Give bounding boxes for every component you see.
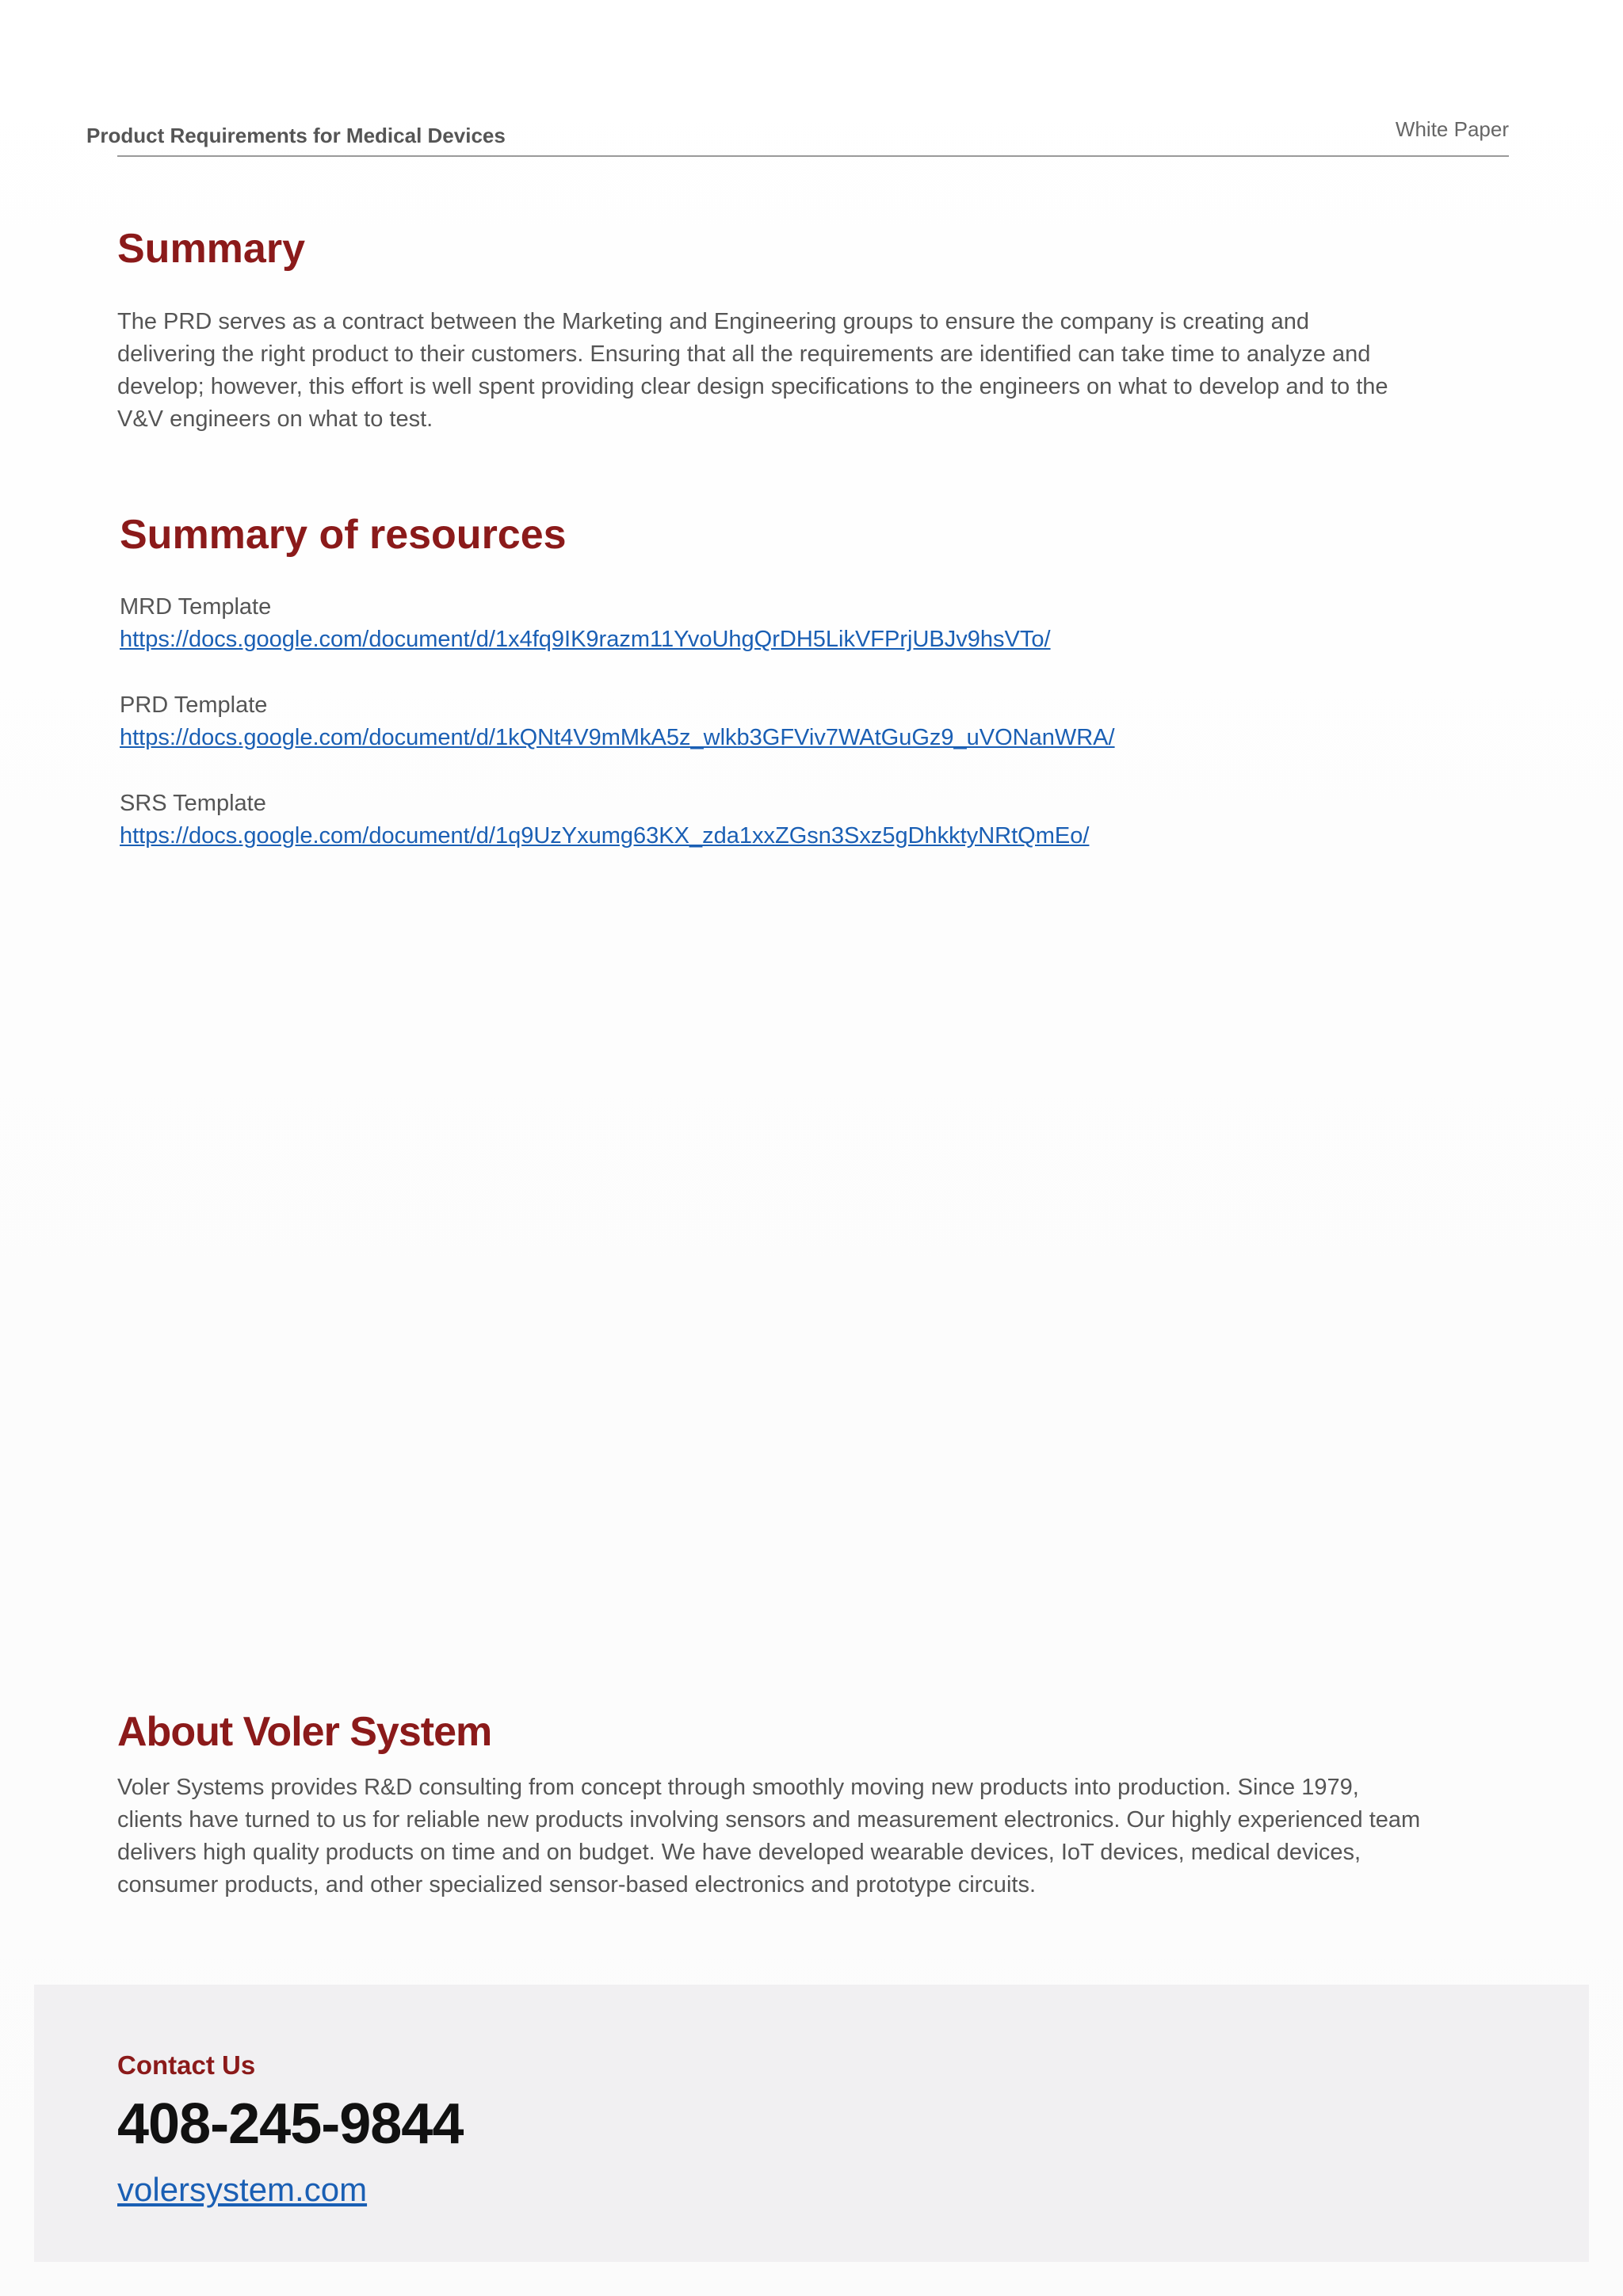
contact-title: Contact Us [117, 2050, 256, 2080]
prd-template-label: PRD Template [120, 692, 268, 718]
srs-template-link[interactable]: https://docs.google.com/document/d/1q9UzYxumg63KX_zda1xxZGsn3Sxz5gDhkktyNRtQmEo/ [120, 823, 1090, 849]
about-heading: About Voler System [117, 1709, 492, 1755]
summary-heading: Summary [117, 226, 305, 272]
contact-phone-number[interactable]: 408-245-9844 [117, 2092, 464, 2156]
about-line: delivers high quality products on time and on budget. We have developed wearable devices, IoT devices, medical devices, [117, 1840, 1361, 1865]
resources-heading: Summary of resources [120, 512, 567, 558]
srs-template-label: SRS Template [120, 791, 266, 816]
summary-line: The PRD serves as a contract between the Marketing and Engineering groups to ensure the company is creating and [117, 309, 1310, 334]
about-line: consumer products, and other specialized sensor-based electronics and prototype circuits. [117, 1872, 1036, 1897]
header-divider [117, 155, 1509, 157]
about-line: Voler Systems provides R&D consulting from concept through smoothly moving new products into production. Since 1979, [117, 1775, 1359, 1800]
prd-template-link[interactable]: https://docs.google.com/document/d/1kQNt4V9mMkA5z_wlkb3GFViv7WAtGuGz9_uVONanWRA/ [120, 725, 1115, 750]
website-link[interactable]: volersystem.com [117, 2171, 368, 2208]
summary-line: develop; however, this effort is well spent providing clear design specifications to the engineers on what to develop and to the [117, 374, 1388, 399]
mrd-template-link[interactable]: https://docs.google.com/document/d/1x4fq9IK9razm11YvoUhgQrDH5LikVFPrjUBJv9hsVTo/ [120, 627, 1051, 652]
about-line: clients have turned to us for reliable new products involving sensors and measurement electronics. Our highly experienced team [117, 1807, 1421, 1833]
summary-line: delivering the right product to their customers. Ensuring that all the requirements are identified can take time to analyze and [117, 341, 1371, 367]
document-title: Product Requirements for Medical Devices [86, 124, 506, 147]
summary-line: V&V engineers on what to test. [117, 406, 433, 432]
mrd-template-label: MRD Template [120, 594, 272, 620]
document-type-label: White Paper [1395, 117, 1509, 141]
